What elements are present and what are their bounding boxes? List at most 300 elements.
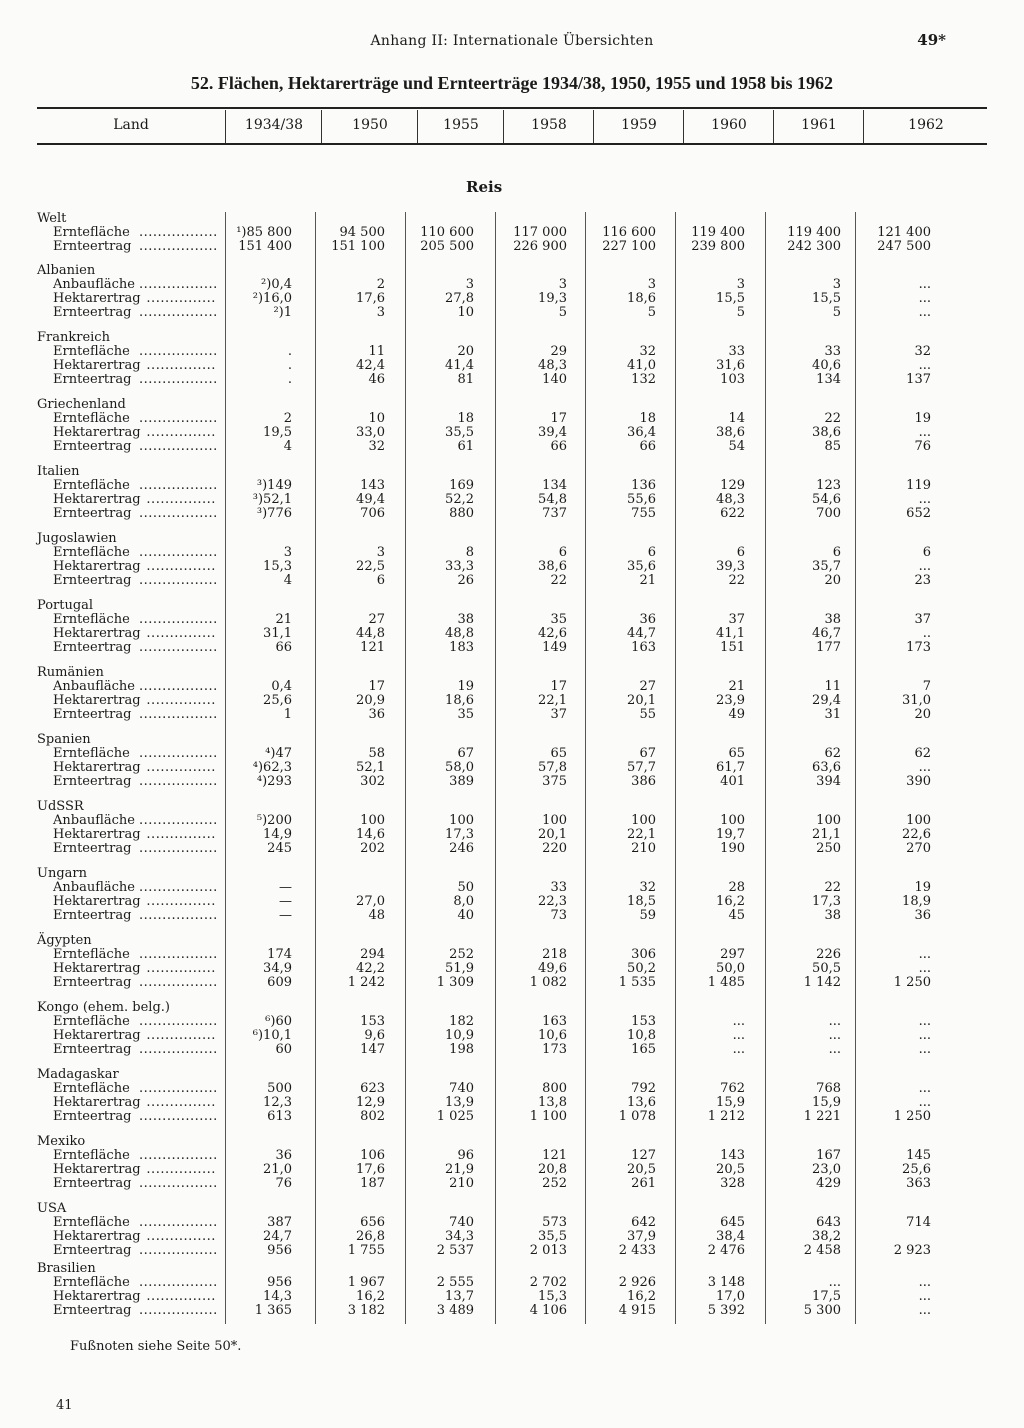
table-cell: 57,7	[627, 760, 656, 775]
country-label: Albanien	[37, 263, 96, 278]
table-cell: ⁶)10,1	[252, 1028, 292, 1043]
row-label: Hektarertrag	[53, 1028, 141, 1043]
table-cell: 27	[639, 679, 656, 694]
table-cell: 38,6	[716, 425, 745, 440]
table-cell: 2 923	[893, 1243, 931, 1258]
table-cell: 210	[631, 841, 656, 856]
table-cell: 623	[360, 1081, 385, 1096]
table-cell: 198	[449, 1042, 474, 1057]
table-cell: 205 500	[420, 239, 474, 254]
table-cell: 21,0	[263, 1162, 292, 1177]
table-cell: 4	[283, 573, 292, 588]
table-row	[37, 775, 987, 789]
table-cell: 60	[275, 1042, 292, 1057]
table-cell: 1 082	[529, 975, 567, 990]
country-name	[37, 331, 987, 345]
row-label: Hektarertrag	[53, 693, 141, 708]
leader-dots: .................	[134, 411, 218, 426]
table-cell: 363	[906, 1176, 931, 1191]
table-cell: 7	[922, 679, 931, 694]
table-cell: 12,9	[356, 1095, 385, 1110]
leader-dots: .................	[134, 372, 218, 387]
table-cell: 39,4	[538, 425, 567, 440]
table-cell: 36	[914, 908, 931, 923]
table-cell: 18,5	[627, 894, 656, 909]
table-cell: 17,3	[445, 827, 474, 842]
table-cell: 261	[631, 1176, 656, 1191]
table-row	[37, 1015, 987, 1029]
table-row	[37, 708, 987, 722]
table-cell: 182	[449, 1014, 474, 1029]
table-cell: 57,8	[538, 760, 567, 775]
table-cell: 32	[368, 439, 385, 454]
table-row	[37, 1149, 987, 1163]
table-cell: 50,5	[812, 961, 841, 976]
table-cell: 1 242	[347, 975, 385, 990]
table-row	[37, 747, 987, 761]
table-cell: 13,8	[538, 1095, 567, 1110]
row-label: Anbaufläche	[53, 277, 135, 292]
country-label: Kongo (ehem. belg.)	[37, 1000, 170, 1015]
table-cell: 41,4	[445, 358, 474, 373]
table-cell: 1 221	[803, 1109, 841, 1124]
table-cell: 5	[832, 305, 841, 320]
table-row	[37, 493, 987, 507]
table-cell: 44,7	[627, 626, 656, 641]
table-cell: 36	[275, 1148, 292, 1163]
table-cell: 10,9	[445, 1028, 474, 1043]
country-label: Mexiko	[37, 1134, 86, 1149]
section-title: Reis	[466, 178, 503, 196]
table-cell: 121	[360, 640, 385, 655]
table-cell: 55,6	[627, 492, 656, 507]
leader-dots: ...............	[141, 492, 216, 507]
column-header-1958: 1958	[503, 110, 594, 143]
row-label: Ernteertrag	[53, 707, 132, 722]
table-cell: 42,6	[538, 626, 567, 641]
table-cell: 2	[283, 411, 292, 426]
table-cell: 8	[465, 545, 474, 560]
table-cell: 13,6	[627, 1095, 656, 1110]
table-row	[37, 1304, 987, 1318]
country-label: Brasilien	[37, 1261, 96, 1276]
table-cell: 4 106	[529, 1303, 567, 1318]
table-cell: ...	[732, 1028, 745, 1043]
table-cell: 50	[457, 880, 474, 895]
leader-dots: .................	[134, 880, 218, 895]
table-cell: 390	[906, 774, 931, 789]
table-cell: 2	[376, 277, 385, 292]
country-name	[37, 1001, 987, 1015]
table-cell: 38,6	[538, 559, 567, 574]
table-cell: 24,7	[263, 1229, 292, 1244]
table-cell: 20,5	[716, 1162, 745, 1177]
leader-dots: .................	[134, 1148, 218, 1163]
table-cell: 103	[720, 372, 745, 387]
table-cell: 58	[368, 746, 385, 761]
table-cell: —	[279, 894, 292, 909]
table-cell: 573	[542, 1215, 567, 1230]
table-cell: 389	[449, 774, 474, 789]
table-cell: 700	[816, 506, 841, 521]
table-cell: 110 600	[420, 225, 474, 240]
table-row	[37, 680, 987, 694]
table-cell: 31,0	[902, 693, 931, 708]
leader-dots: .................	[134, 1275, 218, 1290]
table-cell: 800	[542, 1081, 567, 1096]
table-row	[37, 292, 987, 306]
table-cell: 35	[457, 707, 474, 722]
table-cell: 2 555	[436, 1275, 474, 1290]
table-cell: 38	[457, 612, 474, 627]
table-cell: 11	[368, 344, 385, 359]
table-cell: 38,4	[716, 1229, 745, 1244]
table-cell: 394	[816, 774, 841, 789]
table-cell: 66	[275, 640, 292, 655]
leader-dots: .................	[134, 612, 218, 627]
table-cell: 33,0	[356, 425, 385, 440]
table-cell: 25,6	[902, 1162, 931, 1177]
leader-dots: ...............	[141, 1028, 216, 1043]
running-title: Anhang II: Internationale Übersichten	[370, 33, 654, 49]
leader-dots: .................	[134, 841, 218, 856]
table-cell: 28	[728, 880, 745, 895]
table-cell: 33,3	[445, 559, 474, 574]
table-cell: 19,3	[538, 291, 567, 306]
table-cell: 100	[631, 813, 656, 828]
table-cell: 19,7	[716, 827, 745, 842]
row-label: Ernteertrag	[53, 239, 132, 254]
table-cell: 106	[360, 1148, 385, 1163]
table-cell: ⁶)60	[265, 1014, 292, 1029]
table-cell: 656	[360, 1215, 385, 1230]
table-row	[37, 240, 987, 254]
table-row	[37, 1230, 987, 1244]
table-cell: 10	[457, 305, 474, 320]
country-name	[37, 1135, 987, 1149]
table-cell: 134	[816, 372, 841, 387]
table-cell: 48,8	[445, 626, 474, 641]
table-cell: 117 000	[513, 225, 567, 240]
country-name	[37, 1262, 987, 1276]
country-label: Spanien	[37, 732, 91, 747]
table-cell: 149	[542, 640, 567, 655]
table-cell: ...	[918, 1275, 931, 1290]
table-cell: .	[287, 372, 292, 387]
table-cell: 73	[550, 908, 567, 923]
row-label: Erntefläche	[53, 746, 130, 761]
table-cell: 16,2	[627, 1289, 656, 1304]
table-cell: 45	[728, 908, 745, 923]
row-label: Erntefläche	[53, 947, 130, 962]
leader-dots: .................	[134, 707, 218, 722]
table-cell: 174	[267, 947, 292, 962]
table-row	[37, 828, 987, 842]
country-label: Jugoslawien	[37, 531, 117, 546]
table-cell: 3	[832, 277, 841, 292]
table-cell: 100	[449, 813, 474, 828]
table-cell: 22	[728, 573, 745, 588]
table-cell: 50,0	[716, 961, 745, 976]
row-label: Ernteertrag	[53, 573, 132, 588]
row-label: Erntefläche	[53, 225, 130, 240]
leader-dots: ...............	[141, 626, 216, 641]
table-row	[37, 306, 987, 320]
table-cell: 23,9	[716, 693, 745, 708]
table-cell: 5 392	[707, 1303, 745, 1318]
table-cell: 183	[449, 640, 474, 655]
row-label: Erntefläche	[53, 411, 130, 426]
country-name	[37, 398, 987, 412]
table-cell: 100	[816, 813, 841, 828]
table-cell: 143	[720, 1148, 745, 1163]
table-cell: 132	[631, 372, 656, 387]
row-label: Ernteertrag	[53, 975, 132, 990]
table-cell: 44,8	[356, 626, 385, 641]
table-cell: ...	[918, 1081, 931, 1096]
table-cell: 147	[360, 1042, 385, 1057]
leader-dots: .................	[134, 344, 218, 359]
row-label: Ernteertrag	[53, 1042, 132, 1057]
table-cell: 2 476	[707, 1243, 745, 1258]
column-header-1960: 1960	[683, 110, 774, 143]
table-cell: ...	[732, 1042, 745, 1057]
table-cell: 35,5	[538, 1229, 567, 1244]
table-cell: 41,1	[716, 626, 745, 641]
table-cell: .	[287, 358, 292, 373]
table-cell: ⁵)200	[256, 813, 292, 828]
table-cell: 4	[283, 439, 292, 454]
table-cell: 151	[720, 640, 745, 655]
table-cell: 66	[639, 439, 656, 454]
country-label: Griechenland	[37, 397, 126, 412]
table-cell: 239 800	[691, 239, 745, 254]
table-cell: 15,5	[812, 291, 841, 306]
table-row	[37, 1177, 987, 1191]
table-cell: 177	[816, 640, 841, 655]
table-row	[37, 895, 987, 909]
table-cell: 6	[922, 545, 931, 560]
table-row	[37, 226, 987, 240]
table-cell: 50,2	[627, 961, 656, 976]
leader-dots: .................	[134, 975, 218, 990]
table-cell: 38,2	[812, 1229, 841, 1244]
table-cell: 151 100	[331, 239, 385, 254]
table-cell: —	[279, 880, 292, 895]
table-cell: 294	[360, 947, 385, 962]
footer-page-number: 41	[56, 1398, 73, 1413]
row-label: Erntefläche	[53, 612, 130, 627]
table-cell: 40	[457, 908, 474, 923]
table-cell: 14,3	[263, 1289, 292, 1304]
table-cell: 16,2	[716, 894, 745, 909]
table-cell: ²)1	[273, 305, 292, 320]
table-cell: 119 400	[787, 225, 841, 240]
country-label: Portugal	[37, 598, 94, 613]
row-label: Anbaufläche	[53, 813, 135, 828]
table-cell: 3	[465, 277, 474, 292]
table-cell: ...	[918, 1095, 931, 1110]
table-cell: 328	[720, 1176, 745, 1191]
table-cell: 297	[720, 947, 745, 962]
table-cell: 42,2	[356, 961, 385, 976]
table-cell: ⁴)62,3	[252, 760, 292, 775]
table-cell: 306	[631, 947, 656, 962]
table-cell: 20	[824, 573, 841, 588]
table-cell: 17,0	[716, 1289, 745, 1304]
table-row	[37, 1216, 987, 1230]
table-cell: 100	[542, 813, 567, 828]
table-cell: 11	[824, 679, 841, 694]
table-cell: ...	[828, 1028, 841, 1043]
table-cell: 252	[542, 1176, 567, 1191]
top-rule	[37, 107, 987, 109]
table-cell: 121 400	[877, 225, 931, 240]
leader-dots: .................	[134, 277, 218, 292]
table-row	[37, 627, 987, 641]
table-cell: ...	[918, 277, 931, 292]
table-cell: 15,3	[538, 1289, 567, 1304]
table-cell: 643	[816, 1215, 841, 1230]
table-cell: 8,0	[453, 894, 474, 909]
table-cell: 29	[550, 344, 567, 359]
table-cell: 387	[267, 1215, 292, 1230]
table-cell: 100	[906, 813, 931, 828]
table-cell: 20,1	[538, 827, 567, 842]
table-cell: 3	[736, 277, 745, 292]
table-title: 52. Flächen, Hektarerträge und Ernteerträge 1934/38, 1950, 1955 und 1958 bis 1962	[190, 73, 834, 93]
table-cell: 3	[376, 305, 385, 320]
table-cell: 0,4	[271, 679, 292, 694]
leader-dots: .................	[134, 1243, 218, 1258]
table-cell: 802	[360, 1109, 385, 1124]
table-cell: 94 500	[339, 225, 385, 240]
table-cell: 4 915	[618, 1303, 656, 1318]
leader-dots: .................	[134, 640, 218, 655]
leader-dots: ...............	[141, 291, 216, 306]
row-label: Ernteertrag	[53, 640, 132, 655]
row-label: Hektarertrag	[53, 492, 141, 507]
table-cell: 32	[639, 880, 656, 895]
table-cell: 62	[824, 746, 841, 761]
table-cell: 36	[639, 612, 656, 627]
table-cell: 242 300	[787, 239, 841, 254]
column-header-1959: 1959	[593, 110, 684, 143]
table-row	[37, 440, 987, 454]
table-cell: 15,9	[716, 1095, 745, 1110]
row-label: Erntefläche	[53, 1275, 130, 1290]
table-cell: 956	[267, 1275, 292, 1290]
table-cell: 48,3	[538, 358, 567, 373]
table-row	[37, 345, 987, 359]
table-cell: 27,8	[445, 291, 474, 306]
table-row	[37, 694, 987, 708]
table-cell: 19	[457, 679, 474, 694]
table-cell: 163	[542, 1014, 567, 1029]
country-name	[37, 733, 987, 747]
table-cell: 246	[449, 841, 474, 856]
column-header-1962: 1962	[863, 110, 988, 143]
table-cell: 1 212	[707, 1109, 745, 1124]
table-cell: 37,9	[627, 1229, 656, 1244]
table-row	[37, 1244, 987, 1258]
table-cell: 33	[550, 880, 567, 895]
table-row	[37, 507, 987, 521]
table-row	[37, 1029, 987, 1043]
country-name	[37, 934, 987, 948]
row-label: Hektarertrag	[53, 894, 141, 909]
table-cell: ...	[918, 1042, 931, 1057]
leader-dots: .................	[134, 1303, 218, 1318]
table-cell: 54	[728, 439, 745, 454]
table-cell: 14,6	[356, 827, 385, 842]
row-label: Ernteertrag	[53, 908, 132, 923]
table-cell: 37	[914, 612, 931, 627]
leader-dots: .................	[134, 439, 218, 454]
table-cell: —	[279, 908, 292, 923]
leader-dots: ...............	[141, 894, 216, 909]
column-header-row	[37, 110, 987, 143]
table-cell: 14,9	[263, 827, 292, 842]
row-label: Hektarertrag	[53, 425, 141, 440]
table-cell: 210	[449, 1176, 474, 1191]
table-cell: 127	[631, 1148, 656, 1163]
table-cell: 226	[816, 947, 841, 962]
table-cell: 34,3	[445, 1229, 474, 1244]
table-cell: 54,6	[812, 492, 841, 507]
table-cell: ...	[828, 1042, 841, 1057]
table-cell: 36,4	[627, 425, 656, 440]
table-cell: ...	[918, 559, 931, 574]
table-cell: 81	[457, 372, 474, 387]
leader-dots: .................	[134, 679, 218, 694]
table-cell: 1 535	[618, 975, 656, 990]
table-cell: 226 900	[513, 239, 567, 254]
table-cell: ³)149	[256, 478, 292, 493]
country-name	[37, 800, 987, 814]
table-cell: 20,1	[627, 693, 656, 708]
leader-dots: .................	[134, 305, 218, 320]
table-cell: 36	[368, 707, 385, 722]
table-cell: 129	[720, 478, 745, 493]
table-cell: 49,6	[538, 961, 567, 976]
table-cell: ...	[918, 760, 931, 775]
table-cell: 22	[550, 573, 567, 588]
table-cell: 145	[906, 1148, 931, 1163]
table-cell: ³)52,1	[252, 492, 292, 507]
table-cell: 21,1	[812, 827, 841, 842]
table-cell: 15,5	[716, 291, 745, 306]
row-label: Hektarertrag	[53, 760, 141, 775]
table-cell: 15,3	[263, 559, 292, 574]
table-cell: 1 142	[803, 975, 841, 990]
table-cell: 190	[720, 841, 745, 856]
leader-dots: .................	[134, 545, 218, 560]
table-cell: 119 400	[691, 225, 745, 240]
table-cell: 3 148	[707, 1275, 745, 1290]
column-header-1950: 1950	[321, 110, 418, 143]
table-cell: ...	[828, 1014, 841, 1029]
table-cell: 3	[647, 277, 656, 292]
table-cell: 26	[457, 573, 474, 588]
table-cell: 40,6	[812, 358, 841, 373]
table-cell: 17	[550, 679, 567, 694]
table-cell: 22,1	[538, 693, 567, 708]
table-cell: 54,8	[538, 492, 567, 507]
table-cell: 49	[728, 707, 745, 722]
table-cell: 48	[368, 908, 385, 923]
table-cell: 27	[368, 612, 385, 627]
